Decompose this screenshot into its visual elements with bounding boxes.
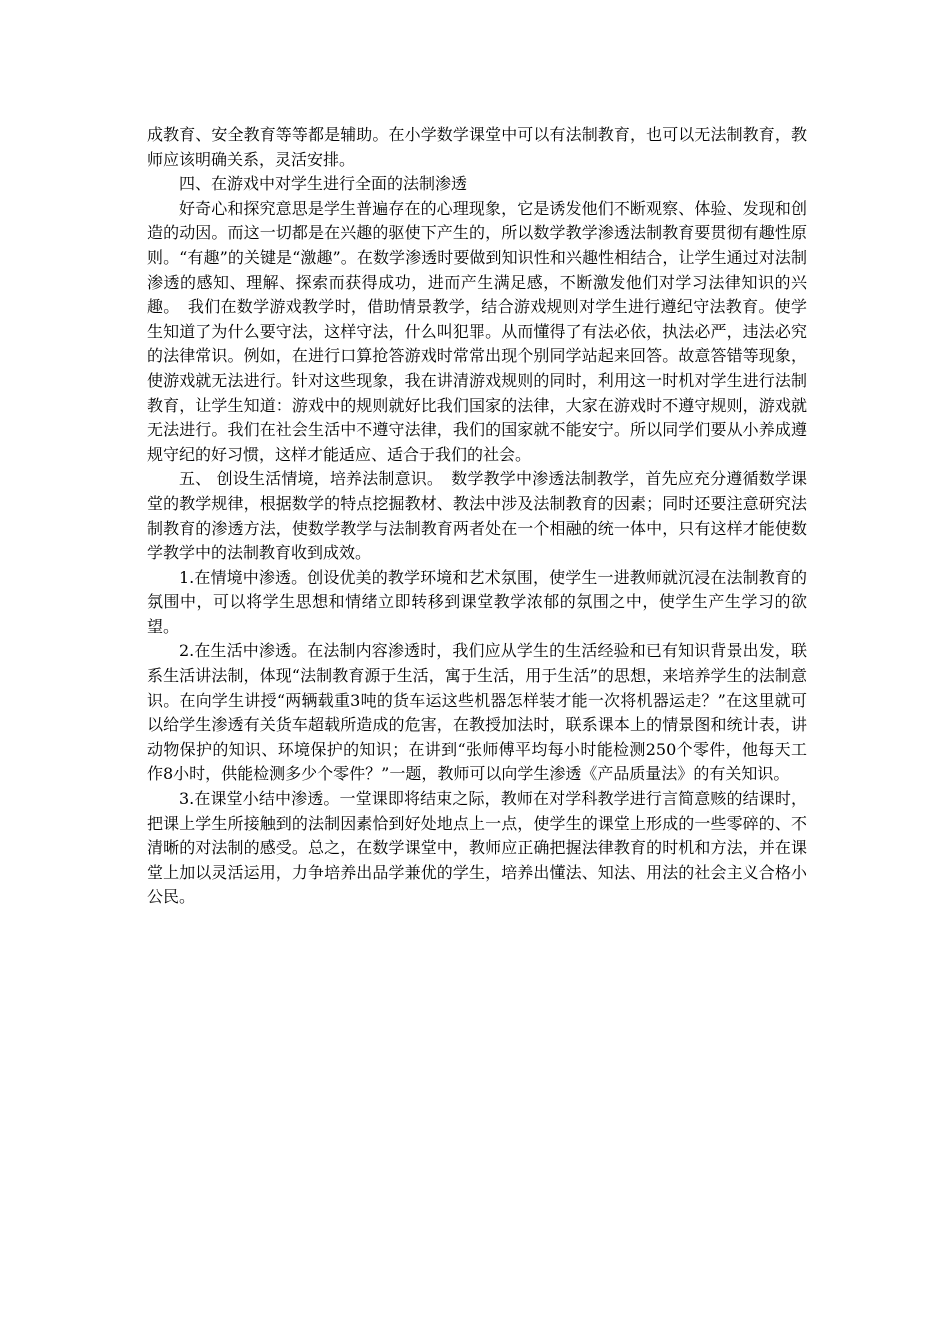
paragraph-item-2: 2.在生活中渗透。在法制内容渗透时，我们应从学生的生活经验和已有知识背景出发，联系生活讲法制，体现“法制教育源于生活，寓于生活，用于生活”的思想，来培养学生的法制意识。在向学生讲授“两辆载重3吨的货车运这些机器怎样装才能一次将机器运走？”在这里就可以给学生渗透有关货车超载所造成的危害，在教授加法时，联系课本上的情景图和统计表，讲动物保护的知识、环境保护的知识；在讲到“张师傅平均每小时能检测250个零件，他每天工作8小时，供能检测多少个零件？”一题，教师可以向学生渗透《产品质量法》的有关知识。	[147, 641, 807, 784]
section-heading-four: 四、在游戏中对学生进行全面的法制渗透	[179, 174, 468, 194]
paragraph-continuation: 成教育、安全教育等等都是辅助。在小学数学课堂中可以有法制教育，也可以无法制教育，教师应该明确关系，灵活安排。	[147, 125, 807, 169]
paragraph-item-1: 1.在情境中渗透。创设优美的教学环境和艺术氛围，使学生一进教师就沉浸在法制教育的氛围中，可以将学生思想和情绪立即转移到课堂教学浓郁的氛围之中，使学生产生学习的欲望。	[147, 567, 807, 636]
paragraph-item-3: 3.在课堂小结中渗透。一堂课即将结束之际，教师在对学科教学进行言简意赅的结课时，把课上学生所接触到的法制因素恰到好处地点上一点，使学生的课堂上形成的一些零碎的、不清晰的对法制的感受。总之，在数学课堂中，教师应正确把握法律教育的时机和方法，并在课堂上加以灵活运用，力争培养出品学兼优的学生，培养出懂法、知法、用法的社会主义合格小公民。	[147, 789, 807, 907]
document-body	[147, 123, 807, 910]
paragraph-games: 好奇心和探究意思是学生普遍存在的心理现象，它是诱发他们不断观察、体验、发现和创造的动因。而这一切都是在兴趣的驱使下产生的，所以数学教学渗透法制教育要贯彻有趣性原则。“有趣”的关键是“激趣”。在数学渗透时要做到知识性和兴趣性相结合，让学生通过对法制渗透的感知、理解、探索而获得成功，进而产生满足感，不断激发他们对学习法律知识的兴趣。 我们在数学游戏教学时，借助情景教学，结合游戏规则对学生进行遵纪守法教育。使学生知道了为什么要守法，这样守法，什么叫犯罪。从而懂得了有法必依，执法必严，违法必究的法律常识。例如，在进行口算抢答游戏时常常出现个别同学站起来回答。故意答错等现象，使游戏就无法进行。针对这些现象，我在讲清游戏规则的同时，利用这一时机对学生进行法制教育，让学生知道：游戏中的规则就好比我们国家的法律，大家在游戏时不遵守规则，游戏就无法进行。我们在社会生活中不遵守法律，我们的国家就不能安宁。所以同学们要从小养成遵规守纪的好习惯，这样才能适应、适合于我们的社会。	[147, 198, 807, 464]
section-heading-five: 五、 创设生活情境，培养法制意识。 数学教学中渗透法制教学，首先应充分遵循数学课堂的教学规律，根据数学的特点挖掘教材、教法中涉及法制教育的因素；同时还要注意研究法制教育的渗透方法，使数学教学与法制教育两者处在一个相融的统一体中，只有这样才能使数学教学中的法制教育收到成效。	[147, 469, 807, 563]
